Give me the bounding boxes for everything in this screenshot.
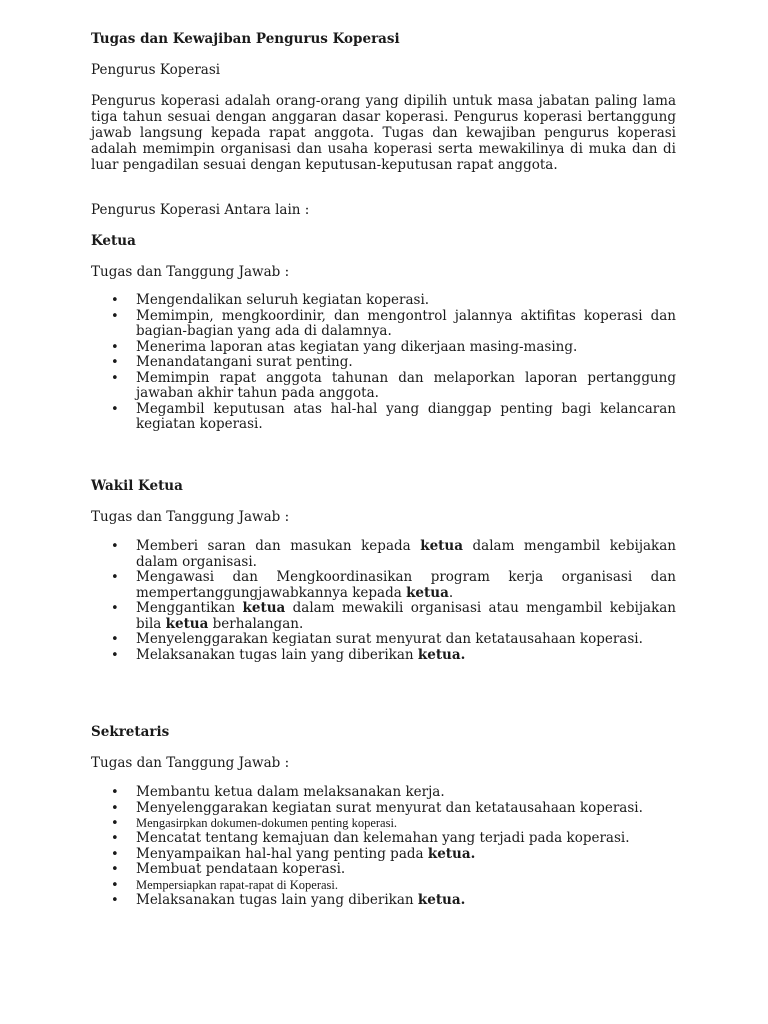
section-heading-sekretaris: Sekretaris [91,724,170,740]
list-item: • Mengendalikan seluruh kegiatan koperasi. [91,293,676,309]
list-item: • Menggantikan ketua dalam mewakili organisasi atau mengambil kebijakan bila ketua berhalangan. [91,601,676,632]
ketua-duties-list [91,293,676,433]
list-item: • Menandatangani surat penting. [91,355,676,371]
list-item: • Mengawasi dan Mengkoordinasikan program kerja organisasi dan mempertanggungjawabkannya kepada ketua. [91,570,676,601]
wakil-ketua-duties-list [91,539,676,663]
list-item: • Menyelenggarakan kegiatan surat menyurat dan ketatausahaan koperasi. [91,801,676,817]
antara-lain-text: Pengurus Koperasi Antara lain : [91,202,310,218]
list-item: • Memimpin, mengkoordinir, dan mengontrol jalannya aktifitas koperasi dan bagian-bagian yang ada di dalamnya. [91,309,676,340]
list-item: • Mengasirpkan dokumen-dokumen penting koperasi. [91,816,676,831]
document-subtitle: Pengurus Koperasi [91,62,221,78]
intro-paragraph: Pengurus koperasi adalah orang-orang yang dipilih untuk masa jabatan paling lama tiga tahun sesuai dengan anggaran dasar koperasi. Pengurus koperasi bertanggung jawab langsung kepada rapat anggota. Tugas dan kewajiban pengurus koperasi adalah memimpin organisasi dan usaha koperasi serta mewakilinya di muka dan di luar pengadilan sesuai dengan keputusan-keputusan rapat anggota. [91,93,676,173]
duties-label-ketua: Tugas dan Tanggung Jawab : [91,264,290,280]
list-item: • Melaksanakan tugas lain yang diberikan ketua. [91,893,676,909]
duties-label-sekretaris: Tugas dan Tanggung Jawab : [91,755,290,771]
list-item: • Menyelenggarakan kegiatan surat menyurat dan ketatausahaan koperasi. [91,632,676,648]
list-item: • Menyampaikan hal-hal yang penting pada ketua. [91,847,676,863]
list-item: • Mempersiapkan rapat-rapat di Koperasi. [91,878,676,893]
list-item: • Melaksanakan tugas lain yang diberikan ketua. [91,648,676,664]
section-heading-ketua: Ketua [91,233,136,249]
list-item: • Membuat pendataan koperasi. [91,862,676,878]
duties-label-wakil-ketua: Tugas dan Tanggung Jawab : [91,509,290,525]
list-item: • Menerima laporan atas kegiatan yang dikerjaan masing-masing. [91,340,676,356]
list-item: • Megambil keputusan atas hal-hal yang dianggap penting bagi kelancaran kegiatan koperasi. [91,402,676,433]
sekretaris-duties-list [91,785,676,908]
section-heading-wakil-ketua: Wakil Ketua [91,478,183,494]
list-item: • Mencatat tentang kemajuan dan kelemahan yang terjadi pada koperasi. [91,831,676,847]
list-item: • Memberi saran dan masukan kepada ketua dalam mengambil kebijakan dalam organisasi. [91,539,676,570]
document-title: Tugas dan Kewajiban Pengurus Koperasi [91,31,400,47]
list-item: • Membantu ketua dalam melaksanakan kerja. [91,785,676,801]
list-item: • Memimpin rapat anggota tahunan dan melaporkan laporan pertanggung jawaban akhir tahun pada anggota. [91,371,676,402]
